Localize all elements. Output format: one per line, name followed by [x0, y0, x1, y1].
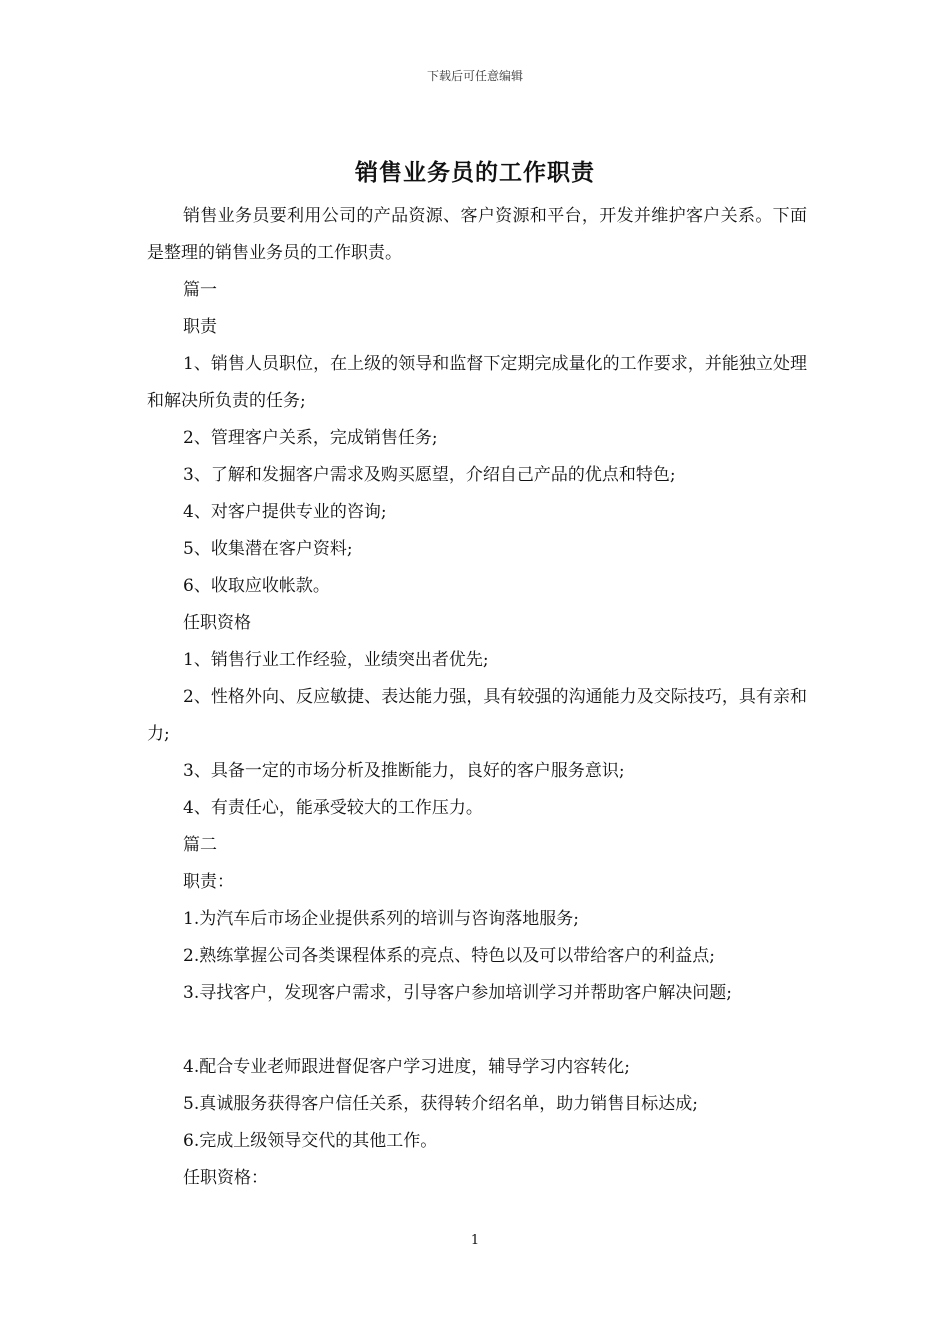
- qualification-item: 2、性格外向、反应敏捷、表达能力强，具有较强的沟通能力及交际技巧，具有亲和力;: [147, 687, 807, 744]
- intro-paragraph: 销售业务员要利用公司的产品资源、客户资源和平台，开发并维护客户关系。下面是整理的销售业务员的工作职责。: [147, 206, 807, 263]
- duty-item: 1、销售人员职位，在上级的领导和监督下定期完成量化的工作要求，并能独立处理和解决所负责的任务;: [147, 354, 807, 411]
- document-body: [147, 198, 807, 1197]
- duty-item: 2.熟练掌握公司各类课程体系的亮点、特色以及可以带给客户的利益点;: [183, 946, 715, 966]
- section-heading-part-two: 篇二: [183, 835, 217, 855]
- blank-line: [147, 1012, 807, 1049]
- qualification-item: 1、销售行业工作经验，业绩突出者优先;: [183, 650, 489, 670]
- qualification-item: 4、有责任心，能承受较大的工作压力。: [183, 798, 483, 818]
- duty-item: 2、管理客户关系，完成销售任务;: [183, 428, 438, 448]
- duty-item: 5.真诚服务获得客户信任关系，获得转介绍名单，助力销售目标达成;: [183, 1094, 698, 1114]
- qualification-item: 3、具备一定的市场分析及推断能力，良好的客户服务意识;: [183, 761, 625, 781]
- subheading-duties: 职责: [183, 317, 217, 337]
- duty-item: 6.完成上级领导交代的其他工作。: [183, 1131, 438, 1151]
- duty-item: 1.为汽车后市场企业提供系列的培训与咨询落地服务;: [183, 909, 579, 929]
- duty-item: 3、了解和发掘客户需求及购买愿望，介绍自己产品的优点和特色;: [183, 465, 676, 485]
- duty-item: 5、收集潜在客户资料;: [183, 539, 353, 559]
- document-title: 销售业务员的工作职责: [355, 160, 595, 186]
- subheading-qualifications-colon: 任职资格：: [183, 1168, 268, 1188]
- duty-item: 4.配合专业老师跟进督促客户学习进度，辅导学习内容转化;: [183, 1057, 630, 1077]
- header-note: 下载后可任意编辑: [426, 69, 523, 83]
- subheading-qualifications: 任职资格: [183, 613, 251, 633]
- section-heading-part-one: 篇一: [183, 280, 217, 300]
- duty-item: 4、对客户提供专业的咨询;: [183, 502, 387, 522]
- duty-item: 3.寻找客户，发现客户需求，引导客户参加培训学习并帮助客户解决问题;: [183, 983, 732, 1003]
- subheading-duties-colon: 职责：: [183, 872, 234, 892]
- duty-item: 6、收取应收帐款。: [183, 576, 330, 596]
- page-number: 1: [470, 1233, 480, 1248]
